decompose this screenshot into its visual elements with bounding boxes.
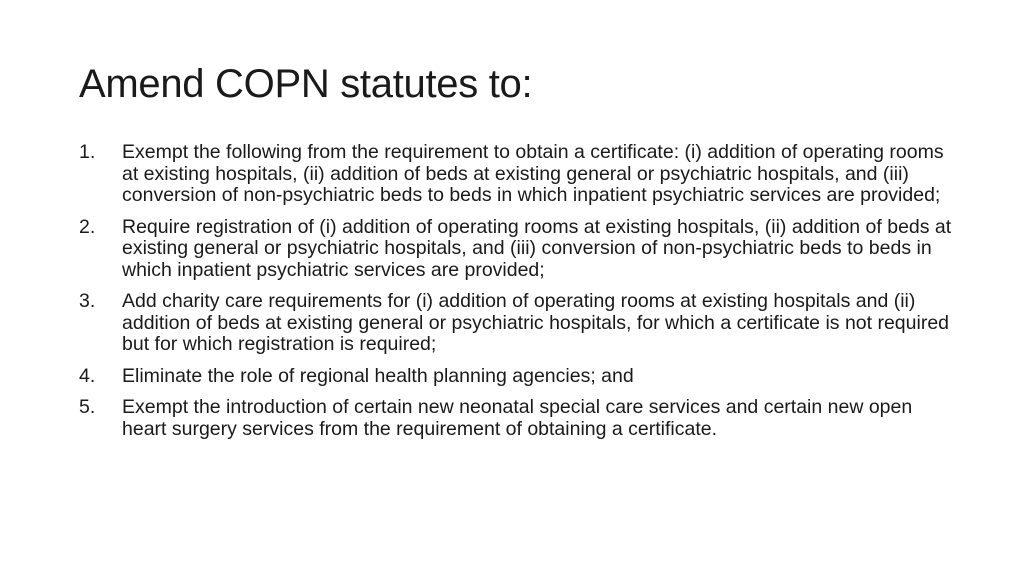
slide-title: Amend COPN statutes to: [79, 62, 533, 106]
list-item-number: 5. [79, 396, 96, 418]
numbered-list [79, 142, 954, 450]
list-item-number: 1. [79, 141, 96, 163]
list-item [79, 291, 954, 356]
list-item-number: 4. [79, 364, 96, 387]
list-item [79, 397, 954, 440]
list-item [79, 217, 954, 282]
list-item-number: 2. [79, 215, 96, 238]
list-item-text: Require registration of (i) addition of operating rooms at existing hospitals, (ii) addition of beds at existing general or psychiatric hospitals, and (iii) conversion of non-psychiatric beds to beds in which inpatient psychiatric services are provided; [122, 215, 952, 281]
list-item-number: 3. [79, 290, 96, 312]
list-item-text: Eliminate the role of regional health planning agencies; and [122, 364, 634, 387]
list-item-text: Exempt the following from the requirement to obtain a certificate: (i) addition of operating rooms at existing hospitals, (ii) addition of beds at existing general or psychiatric hospitals, and (iii) conversion of non-psychiatric beds to beds in which inpatient psychiatric services are provided; [122, 141, 944, 206]
list-item-text: Add charity care requirements for (i) addition of operating rooms at existing hospitals and (ii) addition of beds at existing general or psychiatric hospitals, for which a certificate is not required but for which registration is required; [122, 290, 950, 355]
list-item [79, 366, 954, 388]
list-item [79, 142, 954, 207]
list-item-text: Exempt the introduction of certain new neonatal special care services and certain new open heart surgery services from the requirement of obtaining a certificate. [122, 396, 913, 440]
